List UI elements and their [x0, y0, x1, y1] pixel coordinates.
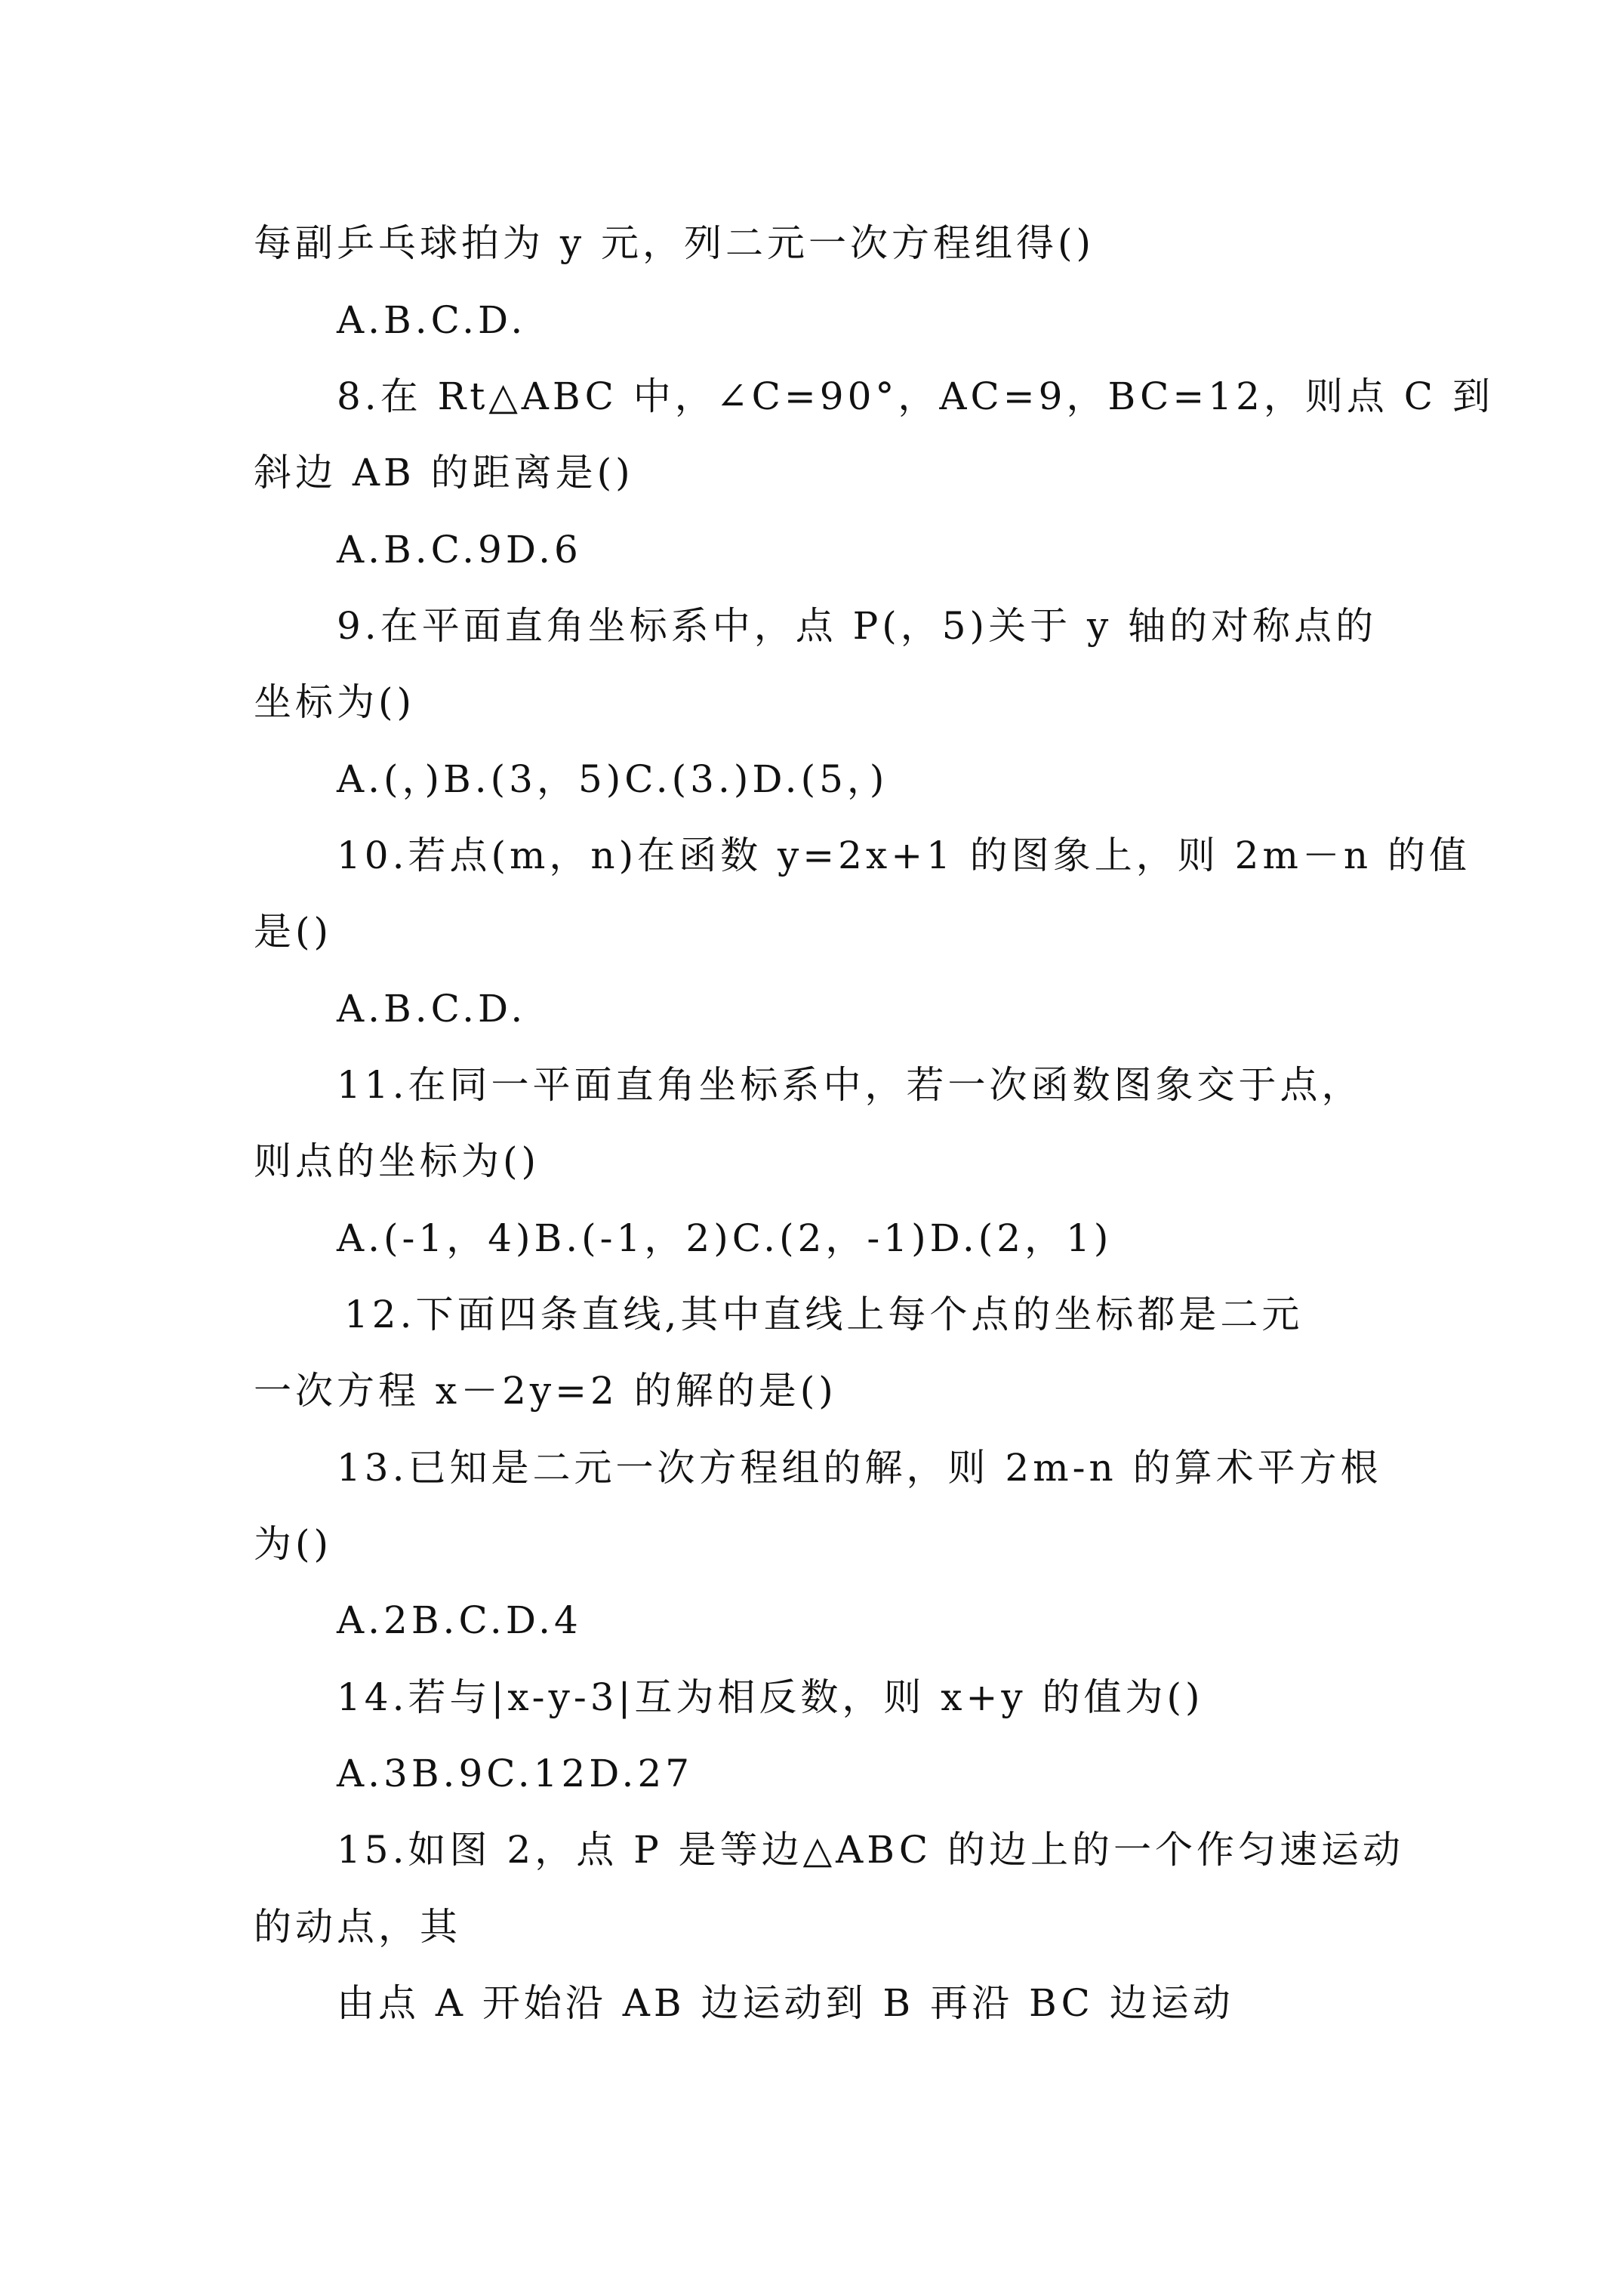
text-line-14: A.(-1，4)B.(-1，2)C.(2，-1)D.(2，1) — [337, 1216, 1113, 1260]
text-line-18: 为() — [254, 1522, 333, 1566]
text-line-13: 则点的坐标为() — [254, 1139, 540, 1183]
text-line-17: 13.已知是二元一次方程组的解，则 2m-n 的算术平方根 — [337, 1446, 1382, 1490]
text-line-1: 每副乒乓球拍为 y 元，列二元一次方程组得() — [254, 221, 1095, 265]
text-line-23: 的动点，其 — [254, 1905, 461, 1949]
text-line-10: 是() — [254, 910, 333, 954]
text-line-11: A.B.C.D. — [337, 987, 527, 1031]
text-line-20: 14.若与|x-y-3|互为相反数，则 x+y 的值为() — [337, 1675, 1204, 1719]
text-line-9: 10.若点(m，n)在函数 y=2x+1 的图象上，则 2m－n 的值 — [337, 834, 1471, 877]
text-line-2: A.B.C.D. — [337, 298, 527, 342]
text-line-7: 坐标为() — [254, 680, 416, 724]
text-line-12: 11.在同一平面直角坐标系中，若一次函数图象交于点， — [337, 1063, 1363, 1107]
text-line-4: 斜边 AB 的距离是() — [254, 451, 634, 495]
text-line-3: 8.在 Rt△ABC 中，∠C=90°，AC=9，BC=12，则点 C 到 — [337, 374, 1494, 418]
text-line-21: A.3B.9C.12D.27 — [337, 1752, 694, 1795]
text-line-16: 一次方程 x－2y=2 的解的是() — [254, 1369, 837, 1413]
text-line-15: 12.下面四条直线,其中直线上每个点的坐标都是二元 — [344, 1293, 1304, 1336]
text-line-24: 由点 A 开始沿 AB 边运动到 B 再沿 BC 边运动 — [337, 1981, 1234, 2025]
text-line-6: 9.在平面直角坐标系中，点 P(，5)关于 y 轴的对称点的 — [337, 604, 1378, 648]
text-line-5: A.B.C.9D.6 — [337, 528, 582, 572]
text-line-19: A.2B.C.D.4 — [337, 1598, 582, 1642]
text-line-22: 15.如图 2，点 P 是等边△ABC 的边上的一个作匀速运动 — [337, 1828, 1405, 1872]
text-line-8: A.(，)B.(3，5)C.(3.)D.(5，) — [337, 757, 888, 801]
